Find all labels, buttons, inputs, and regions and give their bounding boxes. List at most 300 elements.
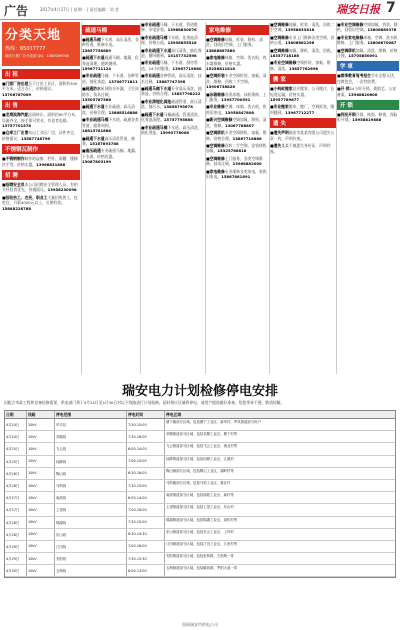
ad-text: 冰箱、空调、洗衣机、热水器维修，价格实惠。 [206, 55, 267, 66]
ad-phone: 13967712277 [285, 109, 315, 115]
ad-text: 空调、冰箱、洗衣机，收购旧家电。 [206, 104, 267, 115]
ad-title: ■专业疏通马桶 [141, 34, 168, 40]
ad-title: ■春季教育驾考招生 [337, 73, 371, 79]
ad-text: 专业疏通、高压清洗，价格合理。 [82, 104, 135, 115]
classified-ad [270, 60, 336, 71]
classified-ad [2, 81, 80, 97]
ad-phone: 15888228788 [2, 205, 32, 211]
ad-phone: 13706787009 [2, 91, 32, 97]
ad-phone: 13857758689 [82, 47, 112, 53]
classified-ad [270, 143, 336, 154]
ad-phone: 15757795888 [163, 117, 193, 123]
ad-phone: 13906738826 [206, 84, 236, 90]
ad-phone: 15967711124 [82, 66, 112, 72]
ad-phone: 18357718188 [270, 53, 300, 59]
ad-title: ■不锈钢制作 [2, 156, 25, 162]
table-row [5, 565, 395, 577]
cell-range: 莘塍线 [55, 431, 127, 442]
ad-phone: 15957789877 [270, 97, 300, 103]
ad-text: 专业空调拆装、加氟、清洗、维修，回收二手空调。 [206, 73, 267, 84]
header-area: 停电区域 [166, 411, 182, 417]
classified-ad [141, 48, 205, 59]
cell-date: 4月24日 [5, 431, 27, 442]
ad-text: 马桶、下水道、厨房管道，24小时服务。 [141, 60, 198, 71]
ad-text: 高压清洗，抽化粪池，随叫随到。 [141, 47, 202, 59]
classified-ad [270, 48, 336, 59]
ad-title: ■专业疏通 [82, 73, 101, 79]
ad-title: ■疏通下水道 [82, 55, 105, 61]
ad-title: ■专业疏通下水道 [141, 47, 172, 53]
classified-brand-box [2, 22, 80, 66]
ad-phone: 13505787568 [82, 97, 112, 103]
ad-phone: 13968882000 [232, 161, 262, 167]
classified-column-4 [206, 22, 269, 181]
classified-ad [141, 35, 205, 46]
cell-area: 莘塍街道部分区域，包括莘塍工业区、塘下村等 [166, 432, 238, 437]
cell-line: 10kV [27, 517, 55, 528]
cell-range: 马屿线 [55, 480, 127, 491]
ad-phone: 13958230098 [47, 187, 77, 193]
ad-title: ■家电维修 [206, 168, 225, 174]
ad-title: ■疏通下水道 [141, 111, 164, 117]
cell-line: 10kV [27, 480, 55, 491]
ad-text: 专业疏通马桶、地漏、下水道，价格优惠。 [82, 148, 139, 159]
ad-title: ■冰箱维修 [206, 91, 225, 97]
ad-title: ■疏通防水 [82, 86, 101, 92]
ad-title: ■高压疏通 [82, 148, 101, 154]
classified-column-5 [270, 22, 336, 156]
cell-range: 仙降线 [55, 456, 127, 467]
cell-date: 4月28日 [5, 517, 27, 528]
col1-sections [2, 69, 80, 211]
classified-ad [206, 117, 269, 128]
table-row [5, 529, 395, 541]
cell-area: 南滨街道部分区域，包括阁巷工业区、新村等 [166, 493, 234, 498]
table-row [5, 492, 395, 504]
cell-time: 7:30-15:00 [127, 419, 165, 430]
ad-text: 马桶、下水道、管道维修、水电安装。 [141, 22, 198, 33]
cell-time: 7:30-15:00 [127, 517, 165, 528]
section-heading: 遗 失 [270, 118, 336, 128]
classified-column-3 [141, 22, 205, 137]
ad-phone: 13958855518 [167, 40, 197, 46]
ad-text: 大量招收普工，包吃住，月薪4000元以上，长期有效。 [2, 194, 78, 206]
ad-title: ■招收伤工、农民、职业工 [2, 194, 48, 200]
cell-range: 玉海线 [55, 565, 127, 576]
section-heading: 开 锁 [337, 100, 399, 110]
ad-text: 加氟、清洗、维修，价格合理。 [337, 47, 398, 59]
cell-area: 玉海街道部分区域，包括解放路、罗阳大道一带 [166, 566, 238, 571]
ad-text: 专业高压清洗，抽粪池，价格合理。 [141, 86, 202, 97]
classified-column-2 [82, 22, 140, 167]
classified-ad [82, 86, 140, 102]
ad-text: 店面转让，面积约90平方米，设施齐全，接手即可营业，有意者电联。 [2, 112, 79, 123]
ad-text: 空调加氟、拆装、移机，回收旧空调。 [337, 22, 398, 33]
cell-line: 10kV [27, 541, 55, 552]
header-time: 停电时间 [127, 411, 165, 418]
ad-text: 专业维修各类家电，收购旧家电。 [206, 168, 267, 179]
header-date: 日期 [5, 411, 27, 418]
section-heading: 疏通马桶 [82, 25, 140, 35]
classified-ad [141, 73, 205, 84]
ad-text: 各种管道，高压清洗，技术过硬。 [141, 73, 202, 84]
table-row [5, 456, 395, 468]
ad-title: ■家电维修 [206, 55, 225, 61]
cell-date: 4月25日 [5, 443, 27, 454]
table-header-row [5, 411, 395, 419]
classified-ad [82, 117, 140, 133]
classified-ad [82, 55, 140, 71]
ad-title: ■疏通马桶 [82, 37, 101, 42]
cell-time: 7:30-16:00 [127, 431, 165, 442]
cell-line: 10kV [27, 443, 55, 454]
ad-title: ■空调移机 [337, 47, 356, 53]
table-row [5, 468, 395, 480]
classified-ad [82, 37, 140, 53]
ad-title: ■疏通下水道 [82, 135, 105, 141]
page-header [0, 0, 400, 20]
ad-text: 加氟、移机、清洗、回收。 [288, 47, 335, 53]
cell-range: 安阳线 [55, 553, 127, 564]
classified-ad [141, 60, 205, 71]
ad-phone: 13868516888 [108, 109, 138, 115]
section-heading: 出 售 [2, 100, 80, 110]
cell-time: 7:30-15:00 [127, 480, 165, 491]
classified-ad [206, 130, 269, 141]
ad-phone: 13968830076 [167, 27, 197, 33]
ad-title: ■开 锁 [337, 86, 350, 92]
classified-ad [337, 35, 399, 46]
ad-text: 位于汀田工业区，面积约300平方米，适合办厂，价格面议。 [2, 81, 78, 92]
ad-phone: 15157732598 [167, 53, 197, 59]
cell-range: 南滨线 [55, 492, 127, 503]
col5-sections [270, 22, 336, 154]
ad-text: 疏通马桶、地漏、化粪池清理，随叫随到。 [82, 55, 139, 66]
ad-title: ■专业空调维修 [337, 22, 364, 27]
ad-title: ■专业疏通 [141, 73, 160, 79]
cell-area: 上望街道部分区域，包括上望工业区、东山村 [166, 505, 234, 510]
ad-phone: 13757701578 [2, 123, 32, 129]
ad-title: ■专业疏通 [141, 22, 160, 27]
cell-time: 6:00-13:00 [127, 565, 165, 576]
ad-phone: 13857762698 [288, 65, 319, 71]
cell-date: 4月25日 [5, 456, 27, 467]
col2-sections [82, 25, 140, 165]
ad-text: 学车全程无忧，包教包会，一次性收费。 [337, 73, 398, 84]
classified-ad [206, 73, 269, 89]
ad-phone: 13957700591 [221, 97, 251, 103]
outage-schedule-table [4, 410, 396, 578]
ad-title: ■疏通马桶下水道 [141, 86, 172, 92]
ad-title: ■招聘安全员 [2, 182, 25, 188]
ad-phone: 13867718886 [232, 135, 262, 141]
cell-date: 4月30日 [5, 565, 27, 576]
cell-line: 10kV [27, 456, 55, 467]
ad-phone: 15167893788 [89, 140, 119, 146]
cell-area: 安阳街道部分区域，包括虹桥路、万松路一带 [166, 554, 234, 559]
table-row [5, 553, 395, 565]
classified-ad [206, 37, 269, 53]
ad-title: ■遗失声明 [270, 130, 289, 136]
classified-ad [270, 130, 336, 141]
cell-line: 10kV [27, 431, 55, 442]
cell-area: 仙降街道部分区域，包括仙降工业区、江溪村 [166, 456, 234, 461]
classified-ad [206, 55, 269, 71]
ad-text: 专业上门维修各类空调，价格公道。 [270, 34, 335, 46]
ad-text: 疏通管道、高压清洗、抽污水。 [141, 98, 202, 110]
cell-line: 10kV [27, 504, 55, 515]
cell-range: 华丰站 [55, 419, 127, 430]
ad-text: 居民搬家、公司搬迁、长短途运输，价格实惠。 [270, 86, 335, 97]
cell-area: 东山街道部分区域，包括东山工业区、上垟村 [166, 529, 234, 534]
ad-title: ■空调维修 [270, 22, 289, 27]
classified-ad [206, 92, 269, 103]
ad-title: ■利民开锁 [337, 112, 356, 118]
ad-title: ■专业维修 [206, 104, 225, 110]
cell-date: 4月29日 [5, 553, 27, 564]
cell-date: 4月24日 [5, 419, 27, 430]
ad-text: 马桶疏通、管道清洗、化粪池清理。 [141, 111, 202, 123]
col6-sections [337, 22, 399, 123]
classified-ad [2, 130, 80, 141]
cell-time: 7:00-15:00 [127, 456, 165, 467]
page-footer: 国网瑞安市供电公司 [182, 622, 218, 627]
cell-area: 锦湖街道部分区域，包括锦湖工业区、周松村等 [166, 517, 238, 522]
ad-phone: 18815781888 [82, 128, 112, 134]
ad-phone: 15958819888 [352, 117, 382, 123]
ad-title: ■空调维修 [206, 142, 225, 148]
ad-text: 下水道，高压清洗，抽化粪池。 [141, 124, 202, 135]
ad-title: ■空调移机 [206, 130, 225, 136]
classified-ad [82, 73, 140, 84]
section-heading: 搬 家 [270, 74, 336, 84]
ad-phone: 13958847808 [224, 109, 255, 115]
ad-text: 开锁、换锁、修锁，保险柜开锁。 [337, 112, 398, 123]
ad-phone: 13806670087 [367, 40, 397, 46]
cell-range: 上望线 [55, 504, 127, 515]
classified-ad [270, 104, 336, 115]
ad-title: ■小蚂蚁搬家 [270, 86, 293, 92]
ad-text: 瑞安市某某有限公司遗失公章一枚，声明作废。 [270, 130, 335, 141]
cell-time: 6:00-14:00 [127, 492, 165, 503]
ad-text: 某某不慎遗失身份证，声明作废。 [270, 143, 331, 154]
ad-title: ■空调维修 [270, 47, 289, 53]
ad-text: 加氟、拆装、清洗，回收二手空调。 [270, 22, 335, 33]
ad-text: 空调加氟、移机、清洗、维修。 [206, 117, 267, 128]
ad-title: ■空调拆装 [206, 73, 225, 79]
ad-phone: 13967719680 [172, 65, 202, 71]
ad-text: 下水道，疏通各类管道，服务周到。 [82, 117, 139, 128]
cell-date: 4月26日 [5, 468, 27, 479]
ad-phone: 13968820600 [348, 91, 378, 97]
classified-ad [2, 112, 80, 128]
classified-ad [82, 136, 140, 147]
classified-ad [141, 22, 205, 33]
classified-ad [206, 143, 269, 154]
cell-area: 汀田街道部分区域，包括汀田工业区、九里村等 [166, 541, 238, 546]
classified-ad [337, 73, 399, 84]
cell-date: 4月28日 [5, 529, 27, 540]
cell-range: 汀田线 [55, 541, 127, 552]
classified-ad [82, 104, 140, 115]
table-row [5, 504, 395, 516]
ad-text: 马桶、下水道、各种管道、抽化粪池。 [82, 73, 139, 84]
ad-title: ■新兴空调维修 [206, 117, 233, 123]
ad-phone: 13806882256 [285, 40, 315, 46]
classified-ad [270, 35, 336, 46]
ad-phone: 15867747398 [156, 78, 186, 84]
classified-ad [2, 156, 80, 167]
cell-range: 陶山线 [55, 468, 127, 479]
ad-text: 下水道、化粪池清理，价格公道。 [141, 34, 198, 46]
ad-text: 冰箱、空调、洗衣机维修，上门服务。 [337, 34, 398, 46]
classified-ad [270, 86, 336, 102]
table-row [5, 419, 395, 431]
classified-ad [337, 48, 399, 59]
classified-column-6 [337, 22, 399, 125]
classified-ad [206, 169, 269, 180]
ad-phone: 13806889378 [367, 27, 397, 33]
table-row [5, 480, 395, 492]
header-range: 停电范围 [55, 411, 127, 418]
brand-phone: 热线：65017777 [5, 46, 46, 52]
ad-title: ■遗失 [270, 143, 282, 149]
classified-column-1 [2, 22, 80, 213]
table-row [5, 443, 395, 455]
ad-title: ■门面厂房出租 [2, 81, 29, 86]
classified-ad [337, 112, 399, 123]
ad-title: ■专业清理化粪池 [141, 98, 172, 104]
ad-text: 各类冰箱、冰柜维修，上门服务。 [206, 91, 267, 103]
cell-time: 7:00-16:00 [127, 541, 165, 552]
section-heading: 家电维修 [206, 25, 269, 35]
classified-ad [141, 112, 205, 123]
header-line: 线路 [27, 411, 55, 418]
section-heading: 招 聘 [2, 170, 80, 180]
classified-ad [141, 86, 205, 97]
ad-title: ■专业家电维修 [337, 34, 364, 40]
ad-text: 高压清洗管道，抽粪。 [82, 135, 135, 146]
cell-area: 塘下镇部分区域，包括塘下工业区、新华村、罗凤街道部分用户 [166, 420, 261, 424]
cell-time: 7:00-16:00 [127, 504, 165, 515]
ad-title: ■空调维修 [270, 34, 289, 40]
classified-ad [206, 104, 269, 115]
ad-phone: 15705850091 [348, 53, 378, 59]
section-heading: 出 租 [2, 69, 80, 79]
ad-phone: 15990778008 [159, 129, 190, 135]
table-row [5, 541, 395, 553]
ad-text: 东山工业区厂房，证件齐全，价格面议。 [2, 130, 78, 141]
cell-time: 6:30-16:00 [127, 468, 165, 479]
classified-ad [270, 22, 336, 33]
newspaper-masthead: 瑞安日报 [336, 3, 380, 16]
cell-range: 锦湖线 [55, 517, 127, 528]
table-body [5, 419, 395, 577]
cell-line: 10kV [27, 553, 55, 564]
ad-text: 回收二手空调，安装移机加氟。 [206, 142, 267, 154]
section-label: 广告 [4, 4, 29, 18]
cell-line: 10kV [27, 565, 55, 576]
ad-text: 本公司招聘安全管理人员，有相关经验者优先，待遇面议。 [2, 182, 78, 193]
cell-line: 10kV [27, 492, 55, 503]
classified-ad [141, 125, 205, 136]
ad-title: ■疏通下水道 [82, 104, 105, 110]
ad-title: ■专业疏通马桶 [141, 124, 168, 130]
ad-text: 专业空调移机、加氟、维修，价格合理。 [206, 130, 267, 141]
ad-title: ■龙湾滨海汽配 [2, 112, 29, 118]
cell-range: 飞云线 [55, 443, 127, 454]
ad-phone: 13968831888 [36, 161, 66, 167]
cell-time: 6:30-14:30 [127, 529, 165, 540]
cell-time: 6:00-14:00 [127, 443, 165, 454]
ad-text: 搬家、搬厂、空调拆装，随叫随到。 [270, 104, 335, 115]
ad-title: ■空调维修 [206, 155, 225, 161]
brand-title: 分类天地 [5, 28, 62, 43]
cell-date: 4月29日 [5, 541, 27, 552]
ad-phone: 13067788807 [224, 122, 255, 128]
cell-date: 4月27日 [5, 492, 27, 503]
ad-text: 空调拆装、加氟、维修、清洗。 [270, 60, 331, 71]
ad-text: 屋顶防水补漏、卫生间防水，技术过硬。 [82, 86, 139, 97]
cell-time: 7:30-15:30 [127, 553, 165, 564]
ad-title: ■专业疏通马桶 [82, 117, 109, 123]
ad-title: ■专业空调维修 [270, 60, 297, 66]
cell-line: 10kV [27, 468, 55, 479]
col3-sections [141, 22, 205, 135]
outage-schedule-title: 瑞安电力计划检修停电安排 [121, 384, 278, 399]
ad-text: 制作防盗窗、栏杆、雨棚、楼梯扶手等，价格实惠。 [2, 156, 78, 167]
ad-phone: 13067803199 [82, 159, 112, 165]
page-number: 7 [386, 0, 396, 16]
ad-phone: 15867881891 [221, 173, 251, 179]
table-row [5, 431, 395, 443]
section-heading: 不锈钢瓦制作 [2, 144, 80, 154]
ad-text: 上门服务，各类空调维修，技术过硬。 [206, 155, 263, 167]
classified-ad [82, 148, 140, 164]
ad-title: ■专业搬家 [270, 104, 289, 110]
ad-phone: 13587748796 [20, 135, 51, 141]
ad-phone: 15258811818 [206, 66, 236, 72]
classified-ad [337, 86, 399, 97]
issue-date: 2017年4月17日 | 星期一 | 责任编辑：刘 莹 [40, 7, 119, 12]
classified-ad [2, 182, 80, 193]
cell-area: 飞云街道部分区域，包括飞云工业区、渔业村等 [166, 444, 238, 449]
cell-line: 10kV [27, 529, 55, 540]
ad-title: ■专业疏通 [141, 60, 160, 66]
cell-range: 东山线 [55, 529, 127, 540]
ad-phone: 13857798222 [171, 91, 201, 97]
ad-title: ■仓库工厂出售 [2, 130, 29, 136]
cell-line: 10kV [27, 419, 55, 430]
ad-phone: 15325768818 [217, 148, 247, 154]
classified-ad [337, 22, 399, 33]
cell-area: 陶山镇部分区域，包括陶山工业区、湖岭村等 [166, 468, 234, 473]
ad-text: 加氟、拆装、移机、清洗，回收旧空调，上门服务。 [206, 37, 263, 48]
ad-phone: 13706771811 [108, 78, 138, 84]
ad-phone: 13868867880 [206, 47, 236, 53]
cell-date: 4月26日 [5, 480, 27, 491]
section-heading: 学 車 [337, 61, 399, 71]
table-row [5, 517, 395, 529]
col4-sections [206, 25, 269, 179]
ad-phone: 13858795678 [163, 104, 193, 110]
ad-title: ■空调维修 [206, 37, 225, 42]
classified-ad [141, 99, 205, 110]
ad-phone: 13958833818 [285, 27, 315, 33]
cell-date: 4月27日 [5, 504, 27, 515]
classified-ad [2, 195, 80, 211]
brand-contact: 瑞安日报广告分类部 QQ：1580009768 [5, 54, 69, 58]
